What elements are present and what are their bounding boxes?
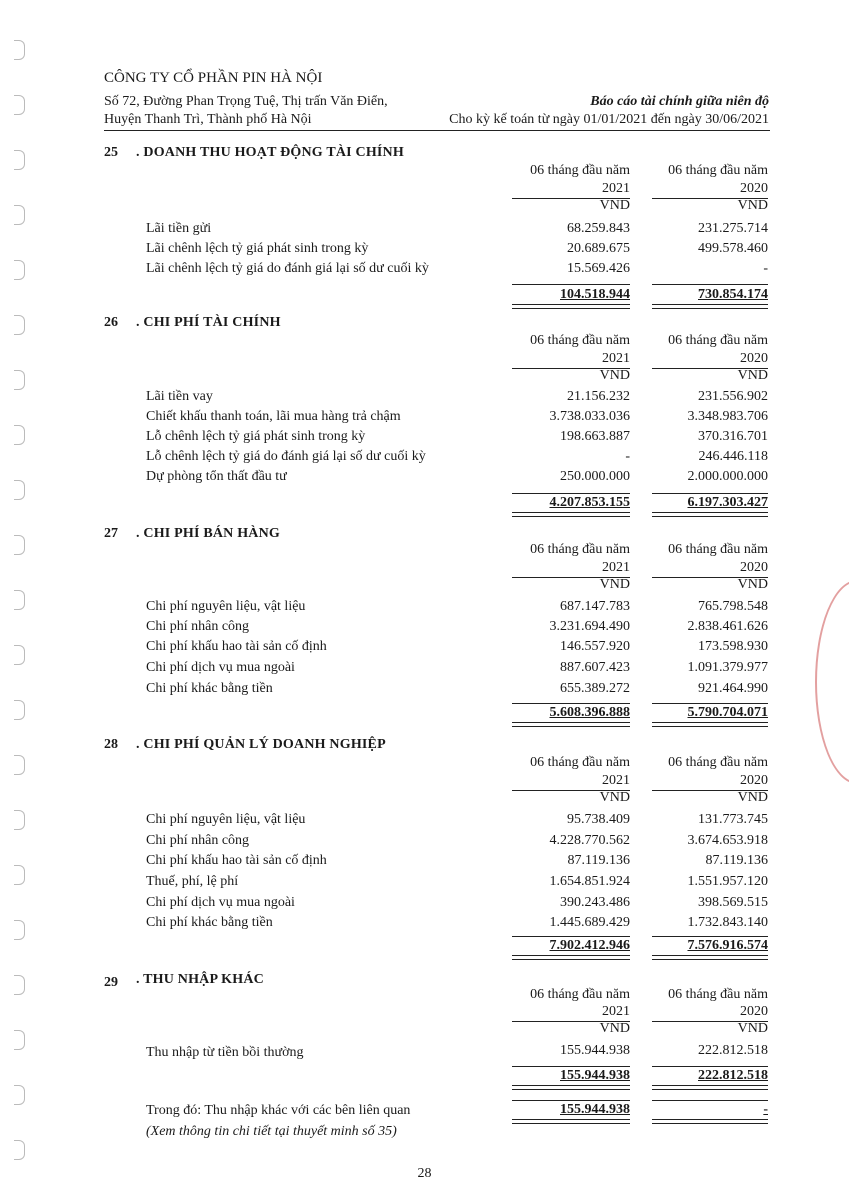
row-value-2020: 3.348.983.706 (687, 409, 768, 424)
row-value-2020: 2.000.000.000 (687, 469, 768, 484)
report-title: Báo cáo tài chính giữa niên độ (590, 94, 769, 109)
related-party-2020: - (763, 1102, 768, 1117)
company-address-line1: Số 72, Đường Phan Trọng Tuệ, Thị trấn Văn Điển, (104, 94, 388, 109)
row-value-2021: 687.147.783 (560, 599, 630, 614)
col2-year: 2020 (740, 351, 768, 366)
col1-year: 2021 (602, 181, 630, 196)
col1-unit: VND (599, 577, 630, 592)
related-party-note: (Xem thông tin chi tiết tại thuyết minh số 35) (146, 1124, 397, 1139)
row-value-2021: 155.944.938 (560, 1043, 630, 1058)
row-value-2021: 95.738.409 (567, 812, 630, 827)
section-title: . DOANH THU HOẠT ĐỘNG TÀI CHÍNH (136, 145, 404, 160)
row-label: Chi phí khấu hao tài sản cố định (146, 853, 327, 868)
row-value-2021: 20.689.675 (567, 241, 630, 256)
col2-unit: VND (737, 1021, 768, 1036)
row-value-2020: 246.446.118 (698, 449, 768, 464)
col1-heading: 06 tháng đầu năm (530, 333, 630, 348)
row-label: Chi phí nguyên liệu, vật liệu (146, 812, 306, 827)
col1-unit: VND (599, 368, 630, 383)
binder-hole (14, 755, 25, 775)
row-label: Thuế, phí, lệ phí (146, 874, 239, 889)
related-party-label: Trong đó: Thu nhập khác với các bên liên quan (146, 1103, 411, 1118)
double-underline (652, 304, 768, 309)
row-value-2020: 3.674.653.918 (687, 833, 768, 848)
report-period: Cho kỳ kế toán từ ngày 01/01/2021 đến ngày 30/06/2021 (449, 112, 769, 127)
subtotal-rule (652, 936, 768, 937)
col2-unit: VND (737, 368, 768, 383)
row-label: Chi phí dịch vụ mua ngoài (146, 895, 295, 910)
row-label: Lãi tiền gửi (146, 221, 212, 236)
subtotal-rule (512, 493, 630, 494)
row-value-2021: 3.738.033.036 (549, 409, 630, 424)
page-number: 28 (417, 1166, 432, 1181)
total-2021: 104.518.944 (560, 287, 630, 302)
col2-unit: VND (737, 198, 768, 213)
row-value-2021: 390.243.486 (560, 895, 630, 910)
row-value-2020: 231.275.714 (698, 221, 768, 236)
row-value-2021: 15.569.426 (567, 261, 630, 276)
binder-hole (14, 645, 25, 665)
row-value-2020: 2.838.461.626 (687, 619, 768, 634)
col1-heading: 06 tháng đầu năm (530, 755, 630, 770)
subtotal-rule (512, 284, 630, 285)
row-value-2021: 1.654.851.924 (549, 874, 630, 889)
subtotal-rule (512, 1100, 630, 1101)
col2-heading: 06 tháng đầu năm (668, 163, 768, 178)
subtotal-rule (512, 936, 630, 937)
company-address-line2: Huyện Thanh Trì, Thành phố Hà Nội (104, 112, 312, 127)
section-number: 29 (104, 975, 118, 990)
binder-hole (14, 975, 25, 995)
binder-hole (14, 535, 25, 555)
double-underline (652, 512, 768, 517)
double-underline (512, 512, 630, 517)
double-underline (512, 1085, 630, 1090)
binder-hole (14, 205, 25, 225)
red-seal-stamp (815, 580, 849, 784)
row-value-2021: 198.663.887 (560, 429, 630, 444)
row-value-2021: 146.557.920 (560, 639, 630, 654)
double-underline (652, 722, 768, 727)
col1-year: 2021 (602, 351, 630, 366)
section-title: . CHI PHÍ BÁN HÀNG (136, 526, 280, 541)
total-2020: 6.197.303.427 (687, 495, 768, 510)
binder-hole (14, 315, 25, 335)
row-label: Chi phí khấu hao tài sản cố định (146, 639, 327, 654)
row-value-2021: - (625, 449, 630, 464)
row-value-2020: - (763, 261, 768, 276)
col1-heading: 06 tháng đầu năm (530, 987, 630, 1002)
binder-hole (14, 810, 25, 830)
binder-hole (14, 920, 25, 940)
row-label: Chi phí nhân công (146, 833, 250, 848)
row-value-2020: 173.598.930 (698, 639, 768, 654)
col1-heading: 06 tháng đầu năm (530, 542, 630, 557)
row-value-2020: 131.773.745 (698, 812, 768, 827)
binder-hole (14, 865, 25, 885)
total-2021: 7.902.412.946 (549, 938, 630, 953)
double-underline (512, 722, 630, 727)
binder-hole (14, 1030, 25, 1050)
row-value-2021: 887.607.423 (560, 660, 630, 675)
row-value-2020: 222.812.518 (698, 1043, 768, 1058)
binder-hole (14, 260, 25, 280)
row-label: Chi phí khác bằng tiền (146, 915, 273, 930)
row-value-2020: 1.091.379.977 (687, 660, 768, 675)
section-title: . CHI PHÍ TÀI CHÍNH (136, 315, 281, 330)
binder-hole (14, 95, 25, 115)
col1-year: 2021 (602, 1004, 630, 1019)
col1-heading: 06 tháng đầu năm (530, 163, 630, 178)
row-label: Lỗ chênh lệch tỷ giá do đánh giá lại số dư cuối kỳ (146, 449, 426, 464)
row-value-2020: 921.464.990 (698, 681, 768, 696)
row-value-2021: 250.000.000 (560, 469, 630, 484)
row-value-2020: 1.732.843.140 (687, 915, 768, 930)
binder-hole (14, 1140, 25, 1160)
subtotal-rule (652, 1100, 768, 1101)
related-party-2021: 155.944.938 (560, 1102, 630, 1117)
double-underline (652, 955, 768, 960)
subtotal-rule (652, 1066, 768, 1067)
col1-unit: VND (599, 790, 630, 805)
binder-hole (14, 1085, 25, 1105)
col2-heading: 06 tháng đầu năm (668, 987, 768, 1002)
row-value-2020: 398.569.515 (698, 895, 768, 910)
col2-unit: VND (737, 577, 768, 592)
row-value-2020: 765.798.548 (698, 599, 768, 614)
double-underline (652, 1085, 768, 1090)
header-divider (104, 130, 770, 131)
section-number: 25 (104, 145, 118, 160)
total-2020: 5.790.704.071 (687, 705, 768, 720)
subtotal-rule (652, 284, 768, 285)
double-underline (652, 1119, 768, 1124)
row-value-2020: 499.578.460 (698, 241, 768, 256)
col2-heading: 06 tháng đầu năm (668, 755, 768, 770)
double-underline (512, 955, 630, 960)
section-title: . THU NHẬP KHÁC (136, 972, 264, 987)
col2-year: 2020 (740, 1004, 768, 1019)
row-label: Lãi tiền vay (146, 389, 213, 404)
binder-hole (14, 480, 25, 500)
row-value-2021: 21.156.232 (567, 389, 630, 404)
subtotal-rule (652, 703, 768, 704)
row-value-2020: 87.119.136 (705, 853, 768, 868)
row-label: Lãi chênh lệch tỷ giá do đánh giá lại số dư cuối kỳ (146, 261, 429, 276)
row-label: Chi phí dịch vụ mua ngoài (146, 660, 295, 675)
double-underline (512, 1119, 630, 1124)
section-number: 28 (104, 737, 118, 752)
total-2020: 222.812.518 (698, 1068, 768, 1083)
binder-hole (14, 150, 25, 170)
binder-hole (14, 425, 25, 445)
row-value-2021: 3.231.694.490 (549, 619, 630, 634)
binder-hole (14, 40, 25, 60)
row-label: Chi phí nhân công (146, 619, 250, 634)
row-value-2021: 1.445.689.429 (549, 915, 630, 930)
total-2020: 7.576.916.574 (687, 938, 768, 953)
row-label: Chi phí khác bằng tiền (146, 681, 273, 696)
row-label: Chiết khấu thanh toán, lãi mua hàng trả chậm (146, 409, 401, 424)
double-underline (512, 304, 630, 309)
row-label: Chi phí nguyên liệu, vật liệu (146, 599, 306, 614)
binder-hole (14, 590, 25, 610)
col1-year: 2021 (602, 773, 630, 788)
subtotal-rule (512, 1066, 630, 1067)
row-value-2021: 68.259.843 (567, 221, 630, 236)
row-label: Lỗ chênh lệch tỷ giá phát sinh trong kỳ (146, 429, 366, 444)
col2-year: 2020 (740, 181, 768, 196)
subtotal-rule (512, 703, 630, 704)
section-number: 26 (104, 315, 118, 330)
row-value-2021: 655.389.272 (560, 681, 630, 696)
total-2021: 4.207.853.155 (549, 495, 630, 510)
col1-unit: VND (599, 1021, 630, 1036)
row-value-2021: 4.228.770.562 (549, 833, 630, 848)
row-value-2021: 87.119.136 (567, 853, 630, 868)
col1-year: 2021 (602, 560, 630, 575)
col2-heading: 06 tháng đầu năm (668, 542, 768, 557)
row-label: Thu nhập từ tiền bồi thường (146, 1045, 304, 1060)
row-label: Dự phòng tổn thất đầu tư (146, 469, 287, 484)
total-2021: 155.944.938 (560, 1068, 630, 1083)
row-label: Lãi chênh lệch tỷ giá phát sinh trong kỳ (146, 241, 369, 256)
row-value-2020: 231.556.902 (698, 389, 768, 404)
row-value-2020: 1.551.957.120 (687, 874, 768, 889)
row-value-2020: 370.316.701 (698, 429, 768, 444)
total-2021: 5.608.396.888 (549, 705, 630, 720)
subtotal-rule (652, 493, 768, 494)
col2-year: 2020 (740, 560, 768, 575)
col2-year: 2020 (740, 773, 768, 788)
col2-unit: VND (737, 790, 768, 805)
company-name: CÔNG TY CỔ PHẦN PIN HÀ NỘI (104, 70, 323, 86)
col2-heading: 06 tháng đầu năm (668, 333, 768, 348)
section-number: 27 (104, 526, 118, 541)
col1-unit: VND (599, 198, 630, 213)
binder-hole (14, 370, 25, 390)
section-title: . CHI PHÍ QUẢN LÝ DOANH NGHIỆP (136, 737, 386, 752)
binder-hole (14, 700, 25, 720)
total-2020: 730.854.174 (698, 287, 768, 302)
